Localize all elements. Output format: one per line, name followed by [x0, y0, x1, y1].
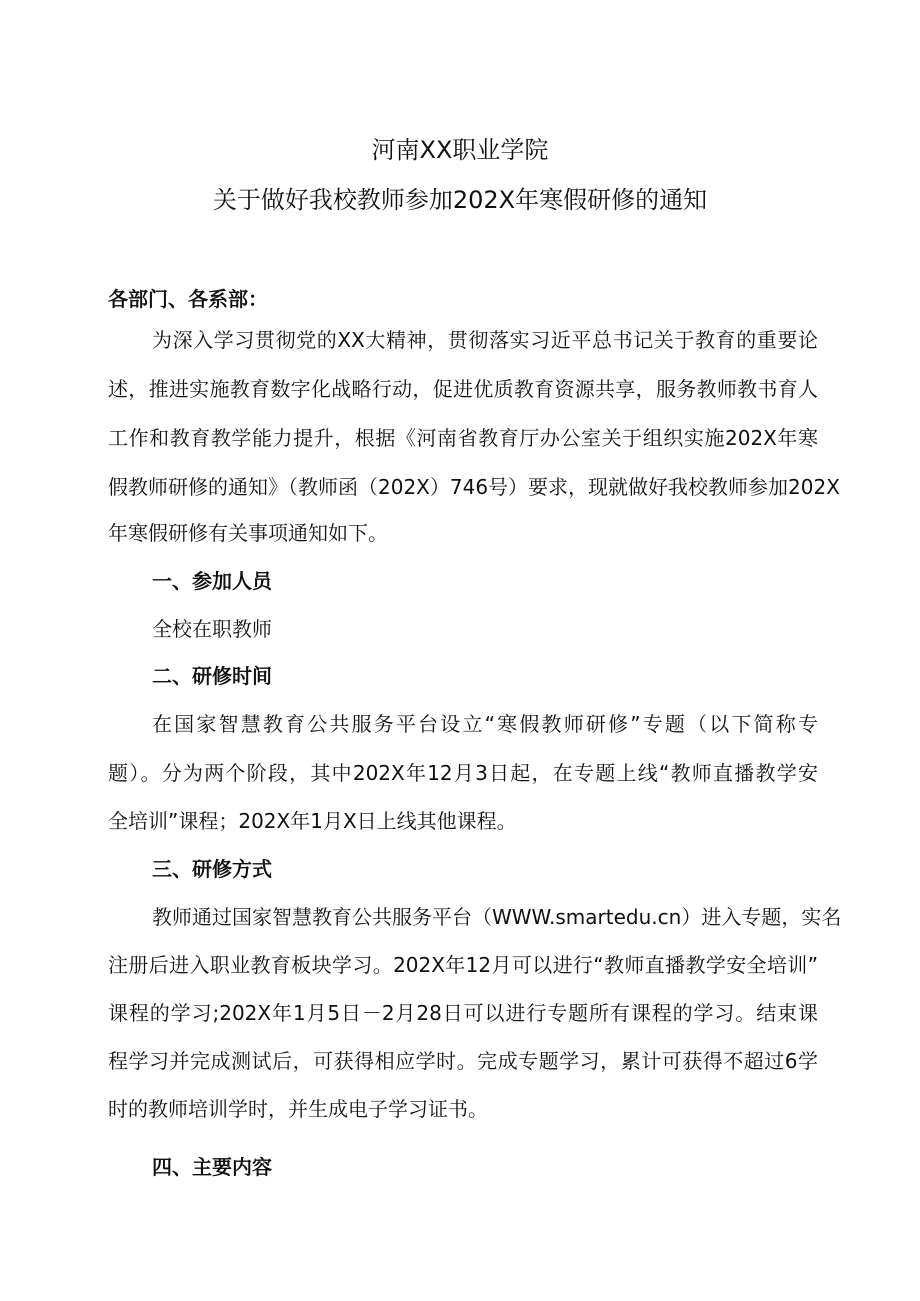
salutation: 各部门、各系部： — [108, 287, 268, 311]
document-title-line2: 关于做好我校教师参加202X年寒假研修的通知 — [212, 186, 708, 214]
intro-line: 工作和教育教学能力提升，根据《河南省教育厅办公室关于组织实施202X年寒 — [108, 426, 818, 450]
section-text: 全培训”课程；202X年1月X日上线其他课程。 — [108, 809, 517, 833]
section-heading: 二、研修时间 — [152, 664, 272, 688]
section-text: 课程的学习;202X年1月5日－2月28日可以进行专题所有课程的学习。结束课 — [108, 1001, 818, 1025]
section-text: 题）。分为两个阶段，其中202X年12月3日起，在专题上线“教师直播教学安 — [108, 761, 818, 785]
section-text: 注册后进入职业教育板块学习。202X年12月可以进行“教师直播教学安全培训” — [108, 953, 818, 977]
section-heading: 四、主要内容 — [152, 1155, 272, 1179]
section-text: 在国家智慧教育公共服务平台设立“寒假教师研修”专题（以下简称专 — [152, 712, 818, 736]
intro-line: 为深入学习贯彻党的XX大精神，贯彻落实习近平总书记关于教育的重要论 — [152, 328, 818, 352]
document-title-line1: 河南XX职业学院 — [371, 136, 549, 164]
intro-line: 假教师研修的通知》（教师函（202X）746号）要求，现就做好我校教师参加202X — [108, 475, 840, 499]
intro-line: 述，推进实施教育数字化战略行动，促进优质教育资源共享，服务教师教书育人 — [108, 377, 818, 401]
section-heading: 一、参加人员 — [152, 569, 272, 593]
section-text: 全校在职教师 — [152, 617, 272, 641]
intro-line: 年寒假研修有关事项通知如下。 — [108, 521, 388, 545]
section-text: 时的教师培训学时，并生成电子学习证书。 — [108, 1097, 488, 1121]
section-text: 教师通过国家智慧教育公共服务平台（WWW.smartedu.cn）进入专题，实名 — [152, 905, 842, 929]
section-text: 程学习并完成测试后，可获得相应学时。完成专题学习，累计可获得不超过6学 — [108, 1049, 818, 1073]
section-heading: 三、研修方式 — [152, 857, 272, 881]
